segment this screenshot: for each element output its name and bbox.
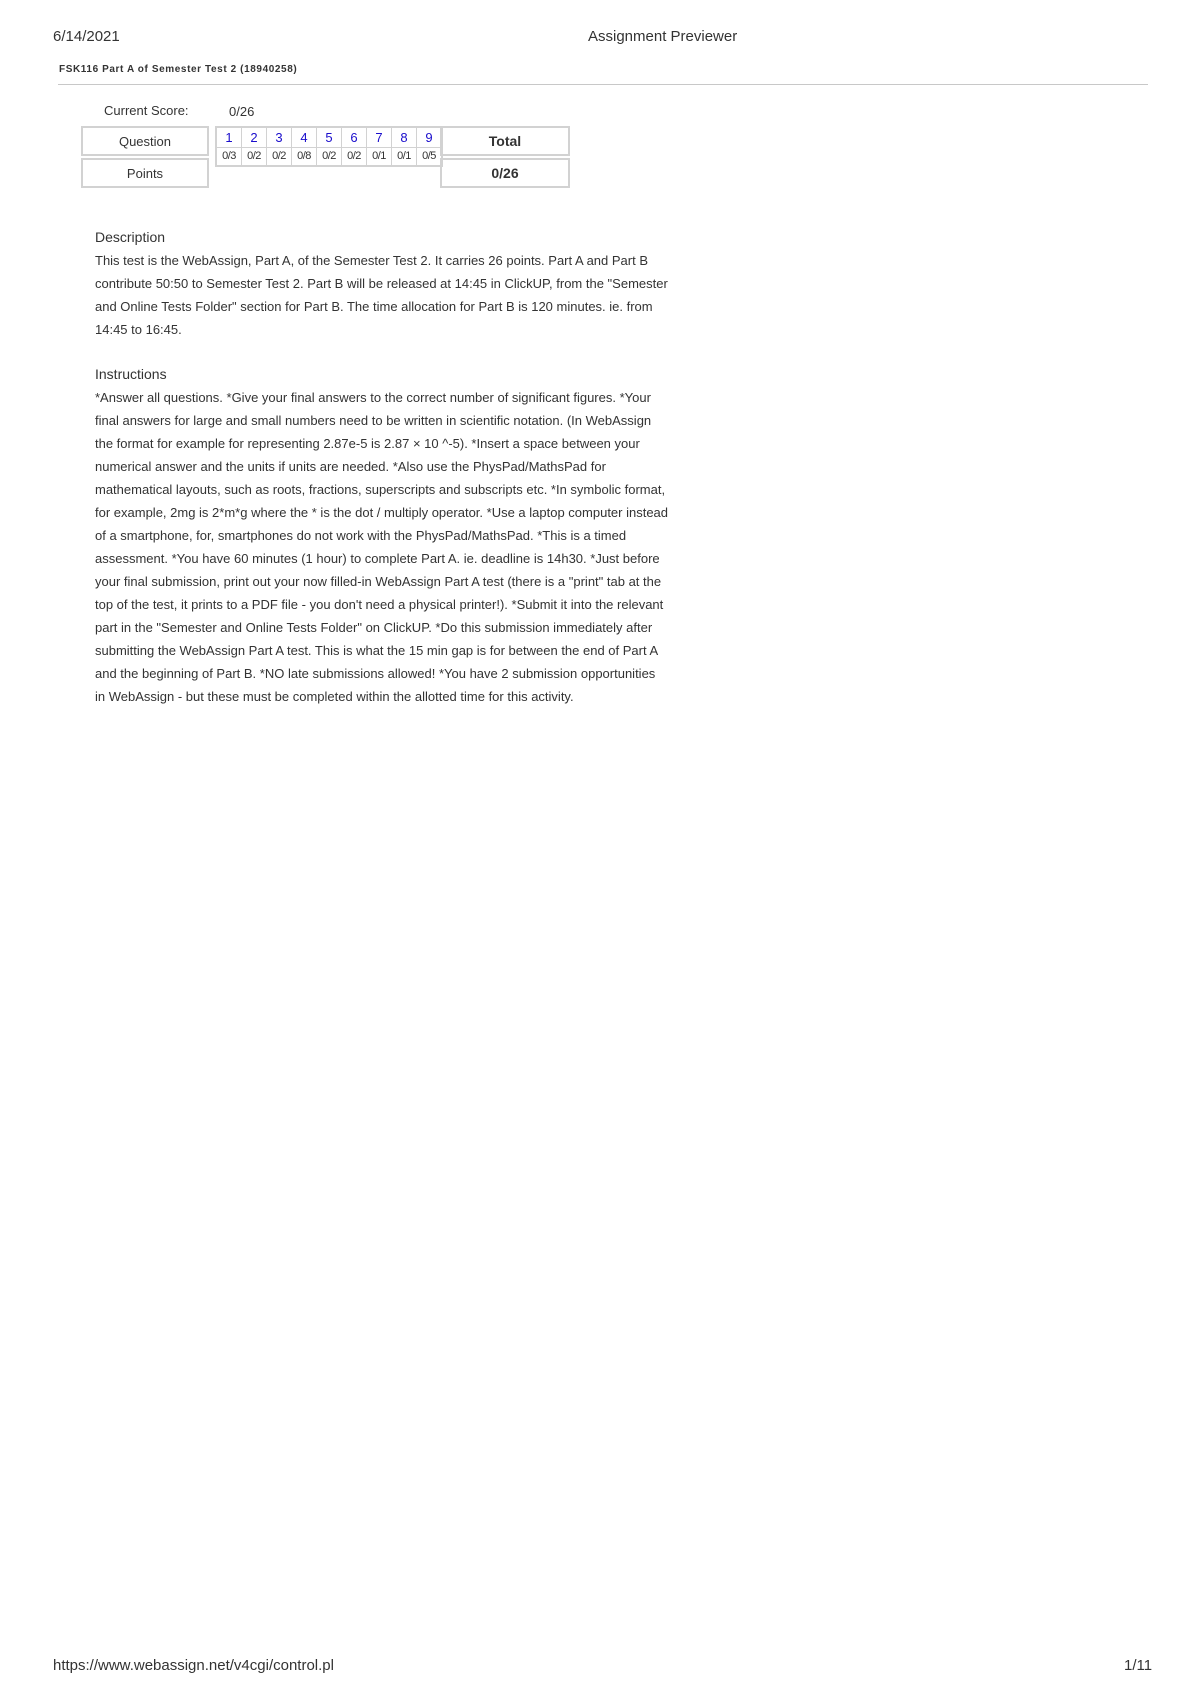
question-link-5[interactable]: 5 [317, 128, 341, 148]
question-points-1: 0/3 [222, 150, 236, 162]
instructions-text: *Answer all questions. *Give your final answers to the correct number of significant figures. *Your final answers for large and small numbers need to be written in scientific notation. (In WebAssign the format for example for representing 2.87e-5 is 2.87 × 10 ^-5). *Insert a space between your numerical answer and the units if units are needed. *Also use the PhysPad/MathsPad for mathematical layouts, such as roots, fractions, superscripts and subscripts etc. *In symbolic format, for example, 2mg is 2*m*g where the * is the dot / multiply operator. *Use a laptop computer instead of a smartphone, for, smartphones do not work with the PhysPad/MathsPad. *This is a timed assessment. *You have 60 minutes (1 hour) to complete Part A. ie. deadline is 14h30. *Just before your final submission, print out your now filled-in WebAssign Part A test (there is a "print" tab at the top of the test, it prints to a PDF file - you don't need a physical printer!). *Submit it into the relevant part in the "Semester and Online Tests Folder" on ClickUP. *Do this submission immediately after submitting the WebAssign Part A test. This is what the 15 min gap is for between the end of Part A and the beginning of Part B. *NO late submissions allowed! *You have 2 submission opportunities in WebAssign - but these must be completed within the allotted time for this activity. [95, 390, 669, 704]
question-column [367, 128, 392, 165]
instructions-heading: Instructions [95, 366, 167, 382]
question-column [417, 128, 441, 165]
assignment-name: FSK116 Part A of Semester Test 2 (18940258) [59, 64, 298, 75]
total-header-cell: Total [440, 126, 570, 156]
question-column [392, 128, 417, 165]
question-points-grid [215, 126, 443, 167]
question-column [342, 128, 367, 165]
question-column [217, 128, 242, 165]
question-points-6: 0/2 [347, 150, 361, 162]
question-column [317, 128, 342, 165]
question-link-7[interactable]: 7 [367, 128, 391, 148]
question-points-5: 0/2 [322, 150, 336, 162]
footer-url: https://www.webassign.net/v4cgi/control.pl [53, 1657, 334, 1674]
description-text: This test is the WebAssign, Part A, of the Semester Test 2. It carries 26 points. Part A and Part B contribute 50:50 to Semester Test 2. Part B will be released at 14:45 in ClickUP, from the "Semester and Online Tests Folder" section for Part B. The time allocation for Part B is 120 minutes. ie. from 14:45 to 16:45. [95, 253, 668, 337]
question-column [242, 128, 267, 165]
question-points-8: 0/1 [397, 150, 411, 162]
question-link-4[interactable]: 4 [292, 128, 316, 148]
question-header-cell: Question [81, 126, 209, 156]
question-link-1[interactable]: 1 [217, 128, 241, 148]
question-link-9[interactable]: 9 [417, 128, 441, 148]
question-points-2: 0/2 [247, 150, 261, 162]
question-points-3: 0/2 [272, 150, 286, 162]
question-column [292, 128, 317, 165]
page-number: 1/11 [1124, 1657, 1153, 1674]
description-heading: Description [95, 229, 166, 245]
question-points-7: 0/1 [372, 150, 386, 162]
current-score-value: 0/26 [229, 104, 255, 119]
question-link-2[interactable]: 2 [242, 128, 266, 148]
header-divider [58, 84, 1148, 85]
question-link-8[interactable]: 8 [392, 128, 416, 148]
question-column [267, 128, 292, 165]
question-points-4: 0/8 [297, 150, 311, 162]
print-page-title: Assignment Previewer [588, 28, 738, 45]
question-link-3[interactable]: 3 [267, 128, 291, 148]
points-header-cell: Points [81, 158, 209, 188]
question-link-6[interactable]: 6 [342, 128, 366, 148]
current-score-label: Current Score: [104, 103, 189, 118]
question-points-9: 0/5 [422, 150, 436, 162]
total-value-cell: 0/26 [440, 158, 570, 188]
print-date: 6/14/2021 [53, 28, 120, 45]
